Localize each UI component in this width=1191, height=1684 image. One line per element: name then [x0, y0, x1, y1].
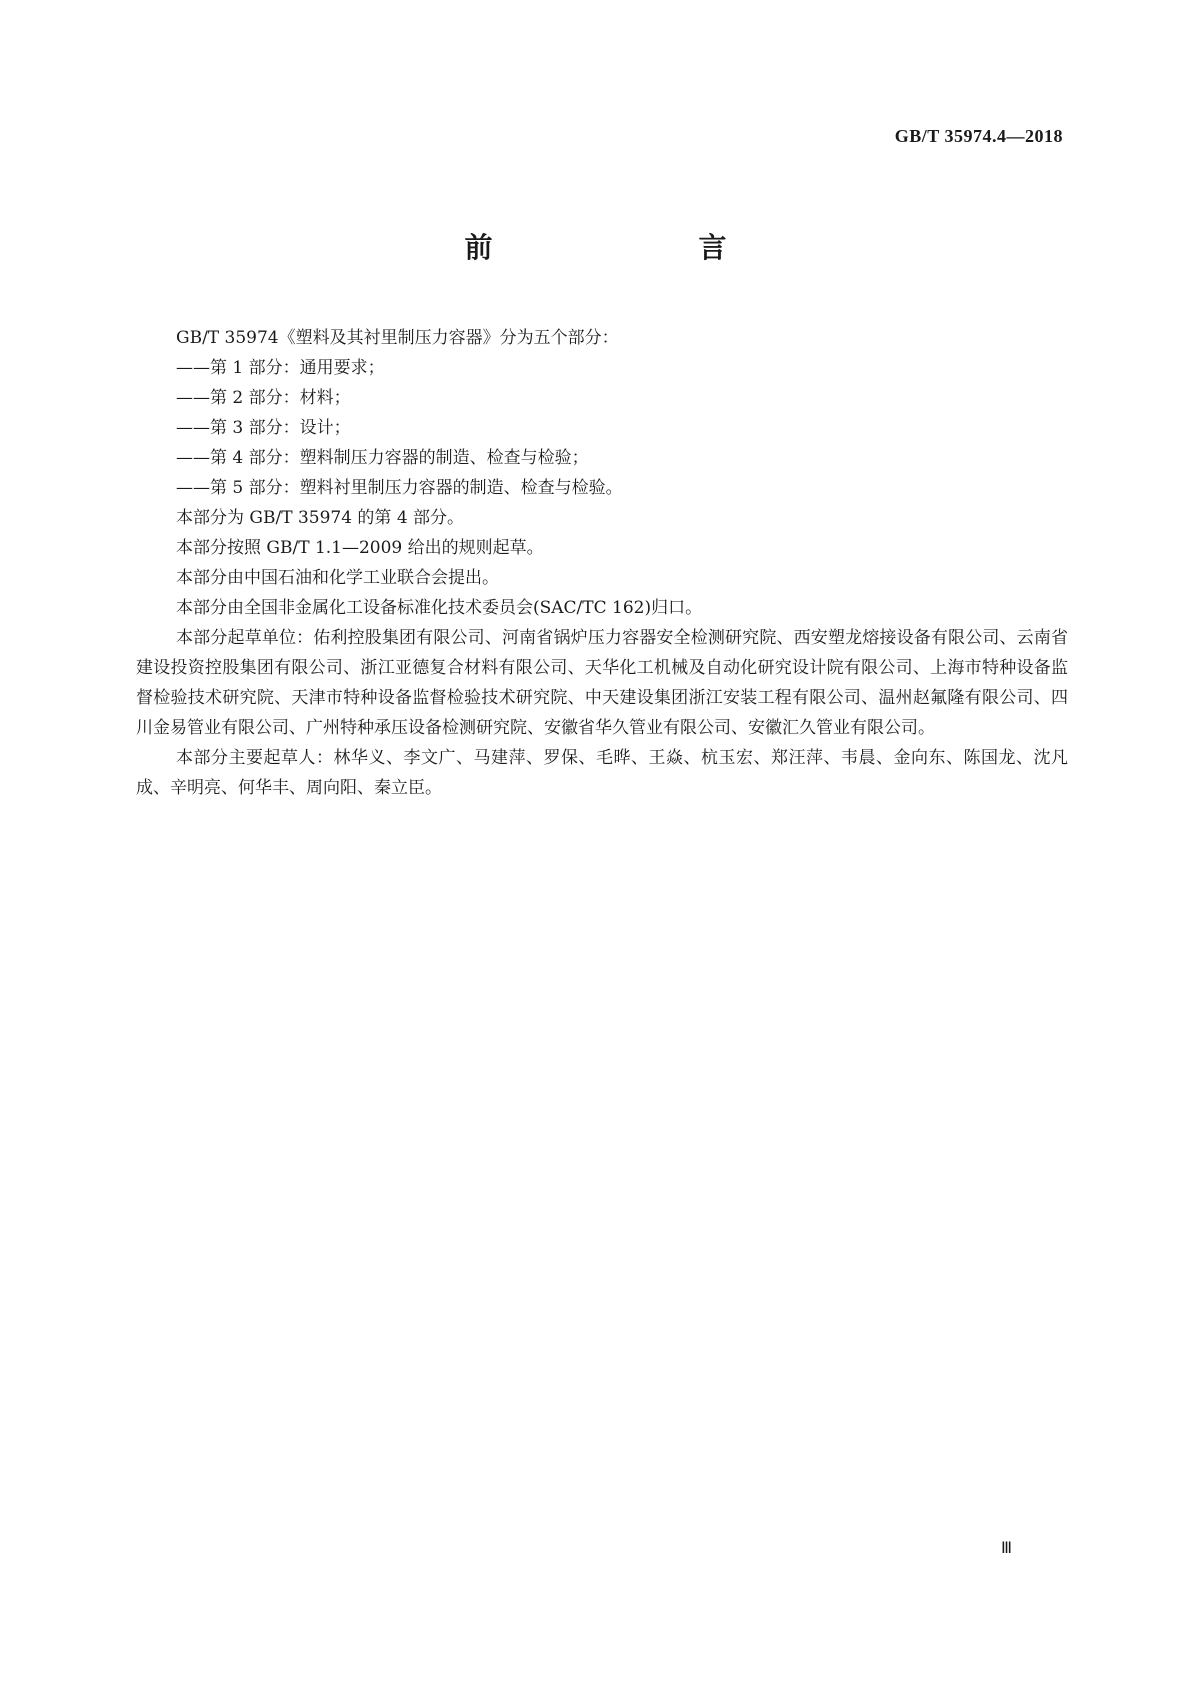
paragraph-main-drafters: 本部分主要起草人：林华义、李文广、马建萍、罗保、毛晔、王焱、杭玉宏、郑汪萍、韦晨、金向东、陈国龙、沈凡成、辛明亮、何华丰、周向阳、秦立臣。 — [136, 748, 1068, 798]
list-item-part-2: ——第 2 部分：材料； — [176, 388, 351, 408]
paragraph-parts-intro: GB/T 35974《塑料及其衬里制压力容器》分为五个部分： — [176, 328, 619, 348]
page-number: Ⅲ — [1000, 1540, 1013, 1557]
page-title: 前 言 — [464, 231, 777, 264]
paragraph-under-jurisdiction: 本部分由全国非金属化工设备标准化技术委员会(SAC/TC 162)归口。 — [176, 598, 703, 618]
standard-code: GB/T 35974.4—2018 — [894, 126, 1063, 146]
paragraph-this-part: 本部分为 GB/T 35974 的第 4 部分。 — [176, 508, 465, 528]
list-item-part-5: ——第 5 部分：塑料衬里制压力容器的制造、检查与检验。 — [176, 478, 623, 498]
list-item-part-3: ——第 3 部分：设计； — [176, 418, 351, 438]
foreword-body — [136, 323, 1068, 803]
paragraph-drafting-units: 本部分起草单位：佑利控股集团有限公司、河南省锅炉压力容器安全检测研究院、西安塑龙熔接设备有限公司、云南省建设投资控股集团有限公司、浙江亚德复合材料有限公司、天华化工机械及自动化研究设计院有限公司、上海市特种设备监督检验技术研究院、天津市特种设备监督检验技术研究院、中天建设集团浙江安装工程有限公司、温州赵氟隆有限公司、四川金易管业有限公司、广州特种承压设备检测研究院、安徽省华久管业有限公司、安徽汇久管业有限公司。 — [136, 628, 1068, 738]
paragraph-drafting-rules: 本部分按照 GB/T 1.1—2009 给出的规则起草。 — [176, 538, 544, 558]
paragraph-proposed-by: 本部分由中国石油和化学工业联合会提出。 — [176, 568, 499, 588]
list-item-part-4: ——第 4 部分：塑料制压力容器的制造、检查与检验； — [176, 448, 589, 468]
list-item-part-1: ——第 1 部分：通用要求； — [176, 358, 385, 378]
